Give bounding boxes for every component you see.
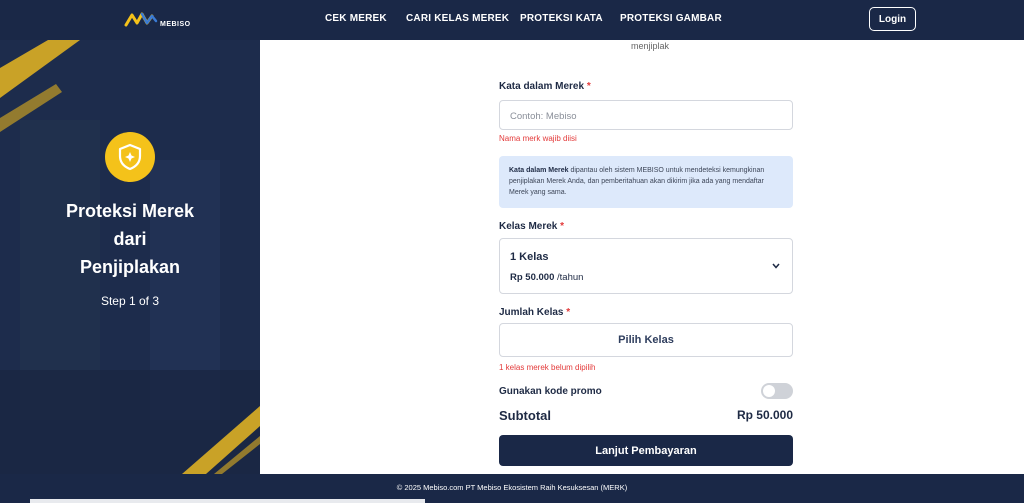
pilih-kelas-label: Pilih Kelas <box>618 334 674 346</box>
jumlah-kelas-label <box>499 307 570 318</box>
required-mark: * <box>566 307 571 318</box>
toggle-knob <box>763 385 775 397</box>
hero-title-line: Proteksi Merek <box>65 201 195 221</box>
chevron-down-icon <box>772 263 780 269</box>
login-button[interactable]: Login <box>869 7 916 31</box>
hero-title-line: dari <box>113 229 147 249</box>
jumlah-kelas-error: 1 kelas merek belum dipilih <box>499 363 596 372</box>
label-text: Jumlah Kelas <box>499 307 564 318</box>
hero-title <box>40 197 220 281</box>
info-box <box>499 156 793 208</box>
kelas-selected-value: 1 Kelas <box>510 251 549 263</box>
pilih-kelas-button[interactable] <box>499 323 793 357</box>
required-mark: * <box>586 81 591 92</box>
info-text: dipantau oleh sistem MEBISO untuk mendeteksi kemungkinan penjiplakan Merek Anda, dan pemberitahuan akan dikirim jika ada yang mendaftar Merek yang sama. <box>509 167 765 196</box>
top-navbar <box>0 0 1024 40</box>
brand-logo[interactable] <box>124 9 191 31</box>
kelas-price-period: /tahun <box>557 272 584 283</box>
left-hero-panel <box>0 40 260 474</box>
promo-label: Gunakan kode promo <box>499 386 602 397</box>
lanjut-pembayaran-button[interactable]: Lanjut Pembayaran <box>499 435 793 466</box>
nav-proteksi-gambar[interactable]: PROTEKSI GAMBAR <box>620 13 722 24</box>
nav-cek-merek[interactable]: CEK MEREK <box>325 13 387 24</box>
kata-dalam-merek-label <box>499 81 591 92</box>
kata-merek-input[interactable] <box>499 100 793 130</box>
nav-cari-kelas-merek[interactable]: CARI KELAS MEREK <box>406 13 510 24</box>
input-placeholder: Contoh: Mebiso <box>510 111 577 122</box>
subtotal-value: Rp 50.000 <box>736 408 793 422</box>
kelas-merek-select[interactable] <box>499 238 793 294</box>
footer <box>0 474 1024 503</box>
horizontal-scrollbar[interactable] <box>30 499 425 503</box>
kelas-price <box>510 272 583 283</box>
kelas-merek-label <box>499 221 564 232</box>
footer-copyright: © 2025 Mebiso.com PT Mebiso Ekosistem Raih Kesuksesan (MERK) <box>396 483 628 492</box>
promo-toggle[interactable] <box>761 383 793 399</box>
nav-proteksi-kata[interactable]: PROTEKSI KATA <box>520 13 603 24</box>
kelas-price-amount: Rp 50.000 <box>510 272 555 283</box>
shield-badge <box>105 132 155 182</box>
logo-mark-icon <box>124 11 158 29</box>
description-tail-text: menjiplak <box>630 41 670 51</box>
hero-title-line: Penjiplakan <box>79 257 181 277</box>
label-text: Kata dalam Merek <box>499 81 585 92</box>
subtotal-label: Subtotal <box>499 408 551 423</box>
label-text: Kelas Merek <box>499 221 558 232</box>
step-indicator: Step 1 of 3 <box>100 294 160 308</box>
shield-icon <box>117 143 143 171</box>
info-highlight: Kata dalam Merek <box>509 167 569 174</box>
required-mark: * <box>560 221 565 232</box>
logo-text: MEBISO <box>160 20 191 28</box>
kata-merek-error: Nama merk wajib diisi <box>499 134 577 143</box>
